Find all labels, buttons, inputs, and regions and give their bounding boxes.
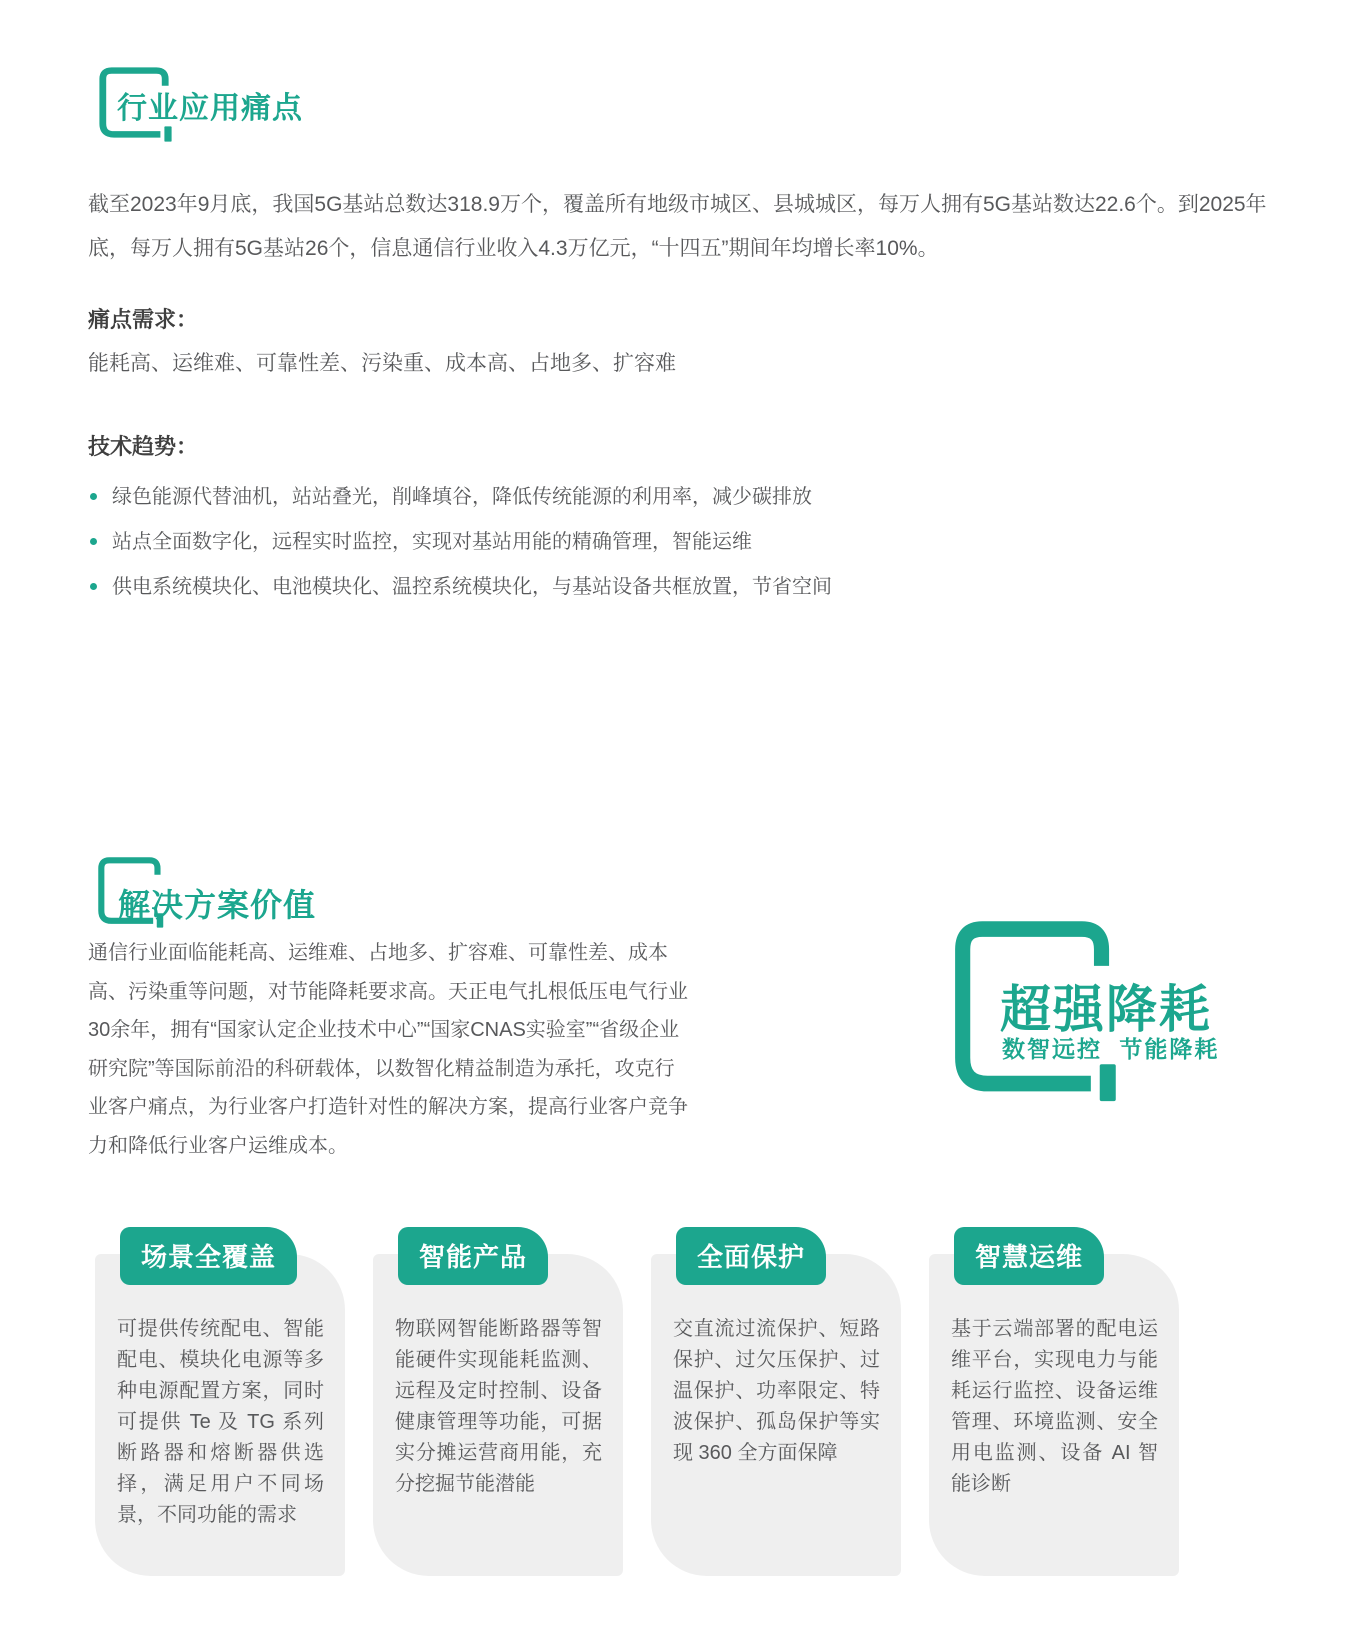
card-title-tab: 场景全覆盖 (120, 1227, 297, 1285)
tech-trends-label: 技术趋势： (88, 434, 199, 459)
badge-title: 超强降耗 (1000, 981, 1213, 1038)
card-body-text: 物联网智能断路器等智能硬件实现能耗监测、远程及定时控制、设备健康管理等功能，可据实分摊运营商用能，充分挖掘节能潜能 (395, 1318, 602, 1495)
section1-header (98, 66, 398, 146)
value-badge (952, 918, 1252, 1118)
trend-text: 绿色能源代替油机，站站叠光，削峰填谷，降低传统能源的利用率，减少碳排放 (112, 486, 812, 508)
feature-card-smart-ops (929, 1242, 1179, 1576)
solution-value-paragraph: 通信行业面临能耗高、运维难、占地多、扩容难、可靠性差、成本高、污染重等问题，对节能降耗要求高。天正电气扎根低压电气行业30余年，拥有“国家认定企业技术中心”“国家CNAS实验室”“省级企业研究院”等国际前沿的科研载体，以数智化精益制造为承托，攻克行业客户痛点，为行业客户打造针对性的解决方案，提高行业客户竞争力和降低行业客户运维成本。 (88, 942, 688, 1157)
feature-card-smart-products (373, 1242, 623, 1576)
card-body-text: 可提供传统配电、智能配电、模块化电源等多种电源配置方案，同时可提供 Te 及 TG 系列断路器和熔断器供选择，满足用户不同场景，不同功能的需求 (117, 1318, 324, 1526)
intro-paragraph: 截至2023年9月底，我国5G基站总数达318.9万个，覆盖所有地级市城区、县城城区，每万人拥有5G基站数达22.6个。到2025年底，每万人拥有5G基站26个，信息通信行业收入4.3万亿元，“十四五”期间年均增长率10%。 (88, 193, 1267, 260)
feature-card-scene-coverage (95, 1242, 345, 1576)
feature-card-full-protection (651, 1242, 901, 1576)
tech-trends-block (88, 430, 1038, 620)
badge-subtitle: 数智远控 节能降耗 (1002, 1036, 1220, 1062)
trend-text: 供电系统模块化、电池模块化、温控系统模块化，与基站设备共框放置，节省空间 (112, 576, 832, 598)
pain-points-block (88, 303, 988, 379)
list-item (88, 485, 1038, 509)
card-title-tab: 智能产品 (398, 1227, 548, 1285)
bullet-dot-icon (90, 538, 97, 545)
trend-text: 站点全面数字化，远程实时监控，实现对基站用能的精确管理，智能运维 (112, 531, 752, 553)
bullet-dot-icon (90, 583, 97, 590)
section1-title: 行业应用痛点 (117, 92, 303, 125)
card-body-text: 基于云端部署的配电运维平台，实现电力与能耗运行监控、设备运维管理、环境监测、安全用电监测、设备 AI 智能诊断 (951, 1318, 1158, 1495)
section2-title: 解决方案价值 (118, 887, 317, 923)
bullet-dot-icon (90, 493, 97, 500)
pain-points-label: 痛点需求： (88, 307, 199, 332)
card-title-tab: 智慧运维 (954, 1227, 1104, 1285)
card-body-text: 交直流过流保护、短路保护、过欠压保护、过温保护、功率限定、特波保护、孤岛保护等实现 360 全方面保障 (673, 1318, 880, 1464)
feature-cards (95, 1242, 1179, 1576)
section2-header (97, 856, 417, 936)
pain-points-text: 能耗高、运维难、可靠性差、污染重、成本高、占地多、扩容难 (88, 352, 676, 375)
card-title-tab: 全面保护 (676, 1227, 826, 1285)
list-item (88, 530, 1038, 554)
list-item (88, 575, 1038, 599)
tech-trends-list (88, 485, 1038, 599)
